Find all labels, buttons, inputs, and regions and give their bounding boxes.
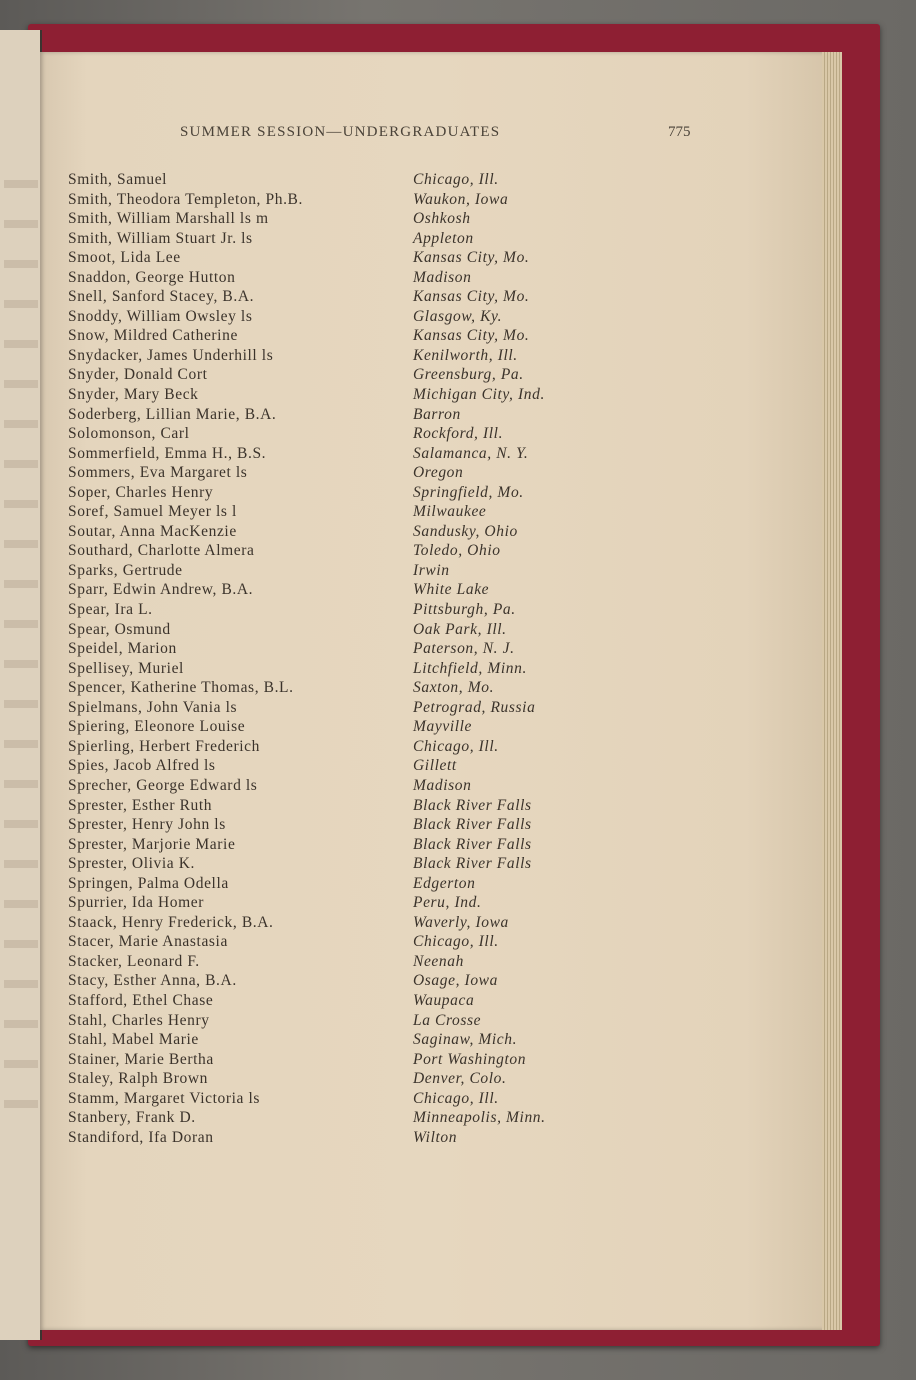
student-hometown: Wilton	[413, 1128, 458, 1146]
student-name: Snoddy, William Owsley ls	[68, 307, 253, 325]
student-name: Soutar, Anna MacKenzie	[68, 522, 237, 540]
student-hometown: Saginaw, Mich.	[413, 1031, 518, 1049]
student-name: Sprester, Marjorie Marie	[68, 835, 236, 853]
student-name: Stacker, Leonard F.	[68, 952, 200, 970]
student-name: Snaddon, George Hutton	[68, 268, 236, 286]
student-hometown: Oregon	[413, 464, 464, 482]
student-name: Stacer, Marie Anastasia	[68, 933, 228, 951]
student-hometown: White Lake	[413, 581, 490, 599]
student-name: Snyder, Donald Cort	[68, 366, 208, 384]
list-item	[68, 1089, 628, 1109]
student-name: Spies, Jacob Alfred ls	[68, 757, 216, 775]
student-name: Snydacker, James Underhill ls	[68, 346, 274, 364]
list-item	[68, 209, 628, 229]
list-item	[68, 365, 628, 385]
student-hometown: Barron	[413, 405, 461, 423]
student-hometown: Saxton, Mo.	[413, 679, 495, 697]
student-name: Sprecher, George Edward ls	[68, 776, 258, 794]
list-item	[68, 600, 628, 620]
list-item	[68, 385, 628, 405]
student-hometown: Edgerton	[413, 874, 476, 892]
list-item	[68, 874, 628, 894]
student-name: Spear, Osmund	[68, 620, 171, 638]
list-item	[68, 561, 628, 581]
previous-page-edge	[0, 30, 42, 1340]
student-name: Spencer, Katherine Thomas, B.L.	[68, 679, 294, 697]
student-name: Snow, Mildred Catherine	[68, 327, 238, 345]
student-name: Smith, Theodora Templeton, Ph.B.	[68, 190, 303, 208]
student-hometown: Rockford, Ill.	[413, 425, 504, 443]
student-hometown: Milwaukee	[413, 503, 487, 521]
list-item	[68, 717, 628, 737]
student-name: Stainer, Marie Bertha	[68, 1050, 214, 1068]
student-name: Springen, Palma Odella	[68, 874, 229, 892]
list-item	[68, 1128, 628, 1148]
student-hometown: Springfield, Mo.	[413, 483, 524, 501]
list-item	[68, 405, 628, 425]
list-item	[68, 541, 628, 561]
student-hometown: Kansas City, Mo.	[413, 288, 530, 306]
list-item	[68, 287, 628, 307]
student-name: Sprester, Esther Ruth	[68, 796, 213, 814]
list-item	[68, 1108, 628, 1128]
student-name: Sparr, Edwin Andrew, B.A.	[68, 581, 254, 599]
list-item	[68, 170, 628, 190]
list-item	[68, 444, 628, 464]
student-name: Spiering, Eleonore Louise	[68, 718, 246, 736]
student-name: Stanbery, Frank D.	[68, 1109, 196, 1127]
student-hometown: Osage, Iowa	[413, 972, 498, 990]
student-hometown: Port Washington	[413, 1050, 527, 1068]
list-item	[68, 659, 628, 679]
list-item	[68, 502, 628, 522]
student-name: Staack, Henry Frederick, B.A.	[68, 913, 274, 931]
list-item	[68, 737, 628, 757]
student-hometown: Greensburg, Pa.	[413, 366, 524, 384]
student-hometown: Kenilworth, Ill.	[413, 346, 518, 364]
student-name: Southard, Charlotte Almera	[68, 542, 255, 560]
list-item	[68, 1011, 628, 1031]
list-item	[68, 483, 628, 503]
student-name: Soper, Charles Henry	[68, 483, 214, 501]
list-item	[68, 835, 628, 855]
student-hometown: Minneapolis, Minn.	[413, 1109, 546, 1127]
list-item	[68, 307, 628, 327]
list-item	[68, 698, 628, 718]
list-item	[68, 522, 628, 542]
student-hometown: La Crosse	[413, 1011, 482, 1029]
student-name: Stacy, Esther Anna, B.A.	[68, 972, 237, 990]
student-hometown: Madison	[413, 268, 472, 286]
list-item	[68, 424, 628, 444]
student-name: Snyder, Mary Beck	[68, 386, 199, 404]
student-hometown: Waupaca	[413, 991, 475, 1009]
list-item	[68, 932, 628, 952]
list-item	[68, 815, 628, 835]
student-name: Sommers, Eva Margaret ls	[68, 464, 248, 482]
student-hometown: Toledo, Ohio	[413, 542, 501, 560]
student-hometown: Appleton	[413, 229, 474, 247]
list-item	[68, 913, 628, 933]
list-item	[68, 463, 628, 483]
list-item	[68, 229, 628, 249]
student-hometown: Chicago, Ill.	[413, 171, 499, 188]
student-hometown: Pittsburgh, Pa.	[413, 601, 516, 619]
page-number: 775	[668, 124, 691, 140]
student-name: Spierling, Herbert Frederich	[68, 737, 260, 755]
student-name: Sommerfield, Emma H., B.S.	[68, 444, 267, 462]
student-hometown: Kansas City, Mo.	[413, 327, 530, 345]
student-name: Spellisey, Muriel	[68, 659, 184, 677]
list-item	[68, 678, 628, 698]
student-list	[68, 170, 628, 1147]
student-hometown: Sandusky, Ohio	[413, 522, 518, 540]
student-hometown: Kansas City, Mo.	[413, 249, 530, 267]
student-hometown: Paterson, N. J.	[413, 640, 515, 658]
student-name: Standiford, Ifa Doran	[68, 1128, 214, 1146]
student-hometown: Glasgow, Ky.	[413, 307, 503, 325]
student-hometown: Peru, Ind.	[413, 894, 482, 912]
list-item	[68, 952, 628, 972]
student-hometown: Oshkosh	[413, 210, 471, 228]
list-item	[68, 893, 628, 913]
student-name: Smoot, Lida Lee	[68, 249, 181, 267]
page-edges	[822, 52, 842, 1330]
student-name: Smith, Samuel	[68, 171, 168, 188]
student-hometown: Irwin	[413, 561, 450, 579]
list-item	[68, 326, 628, 346]
list-item	[68, 776, 628, 796]
student-name: Spielmans, John Vania ls	[68, 698, 238, 716]
student-name: Staley, Ralph Brown	[68, 1070, 208, 1088]
student-hometown: Chicago, Ill.	[413, 1089, 499, 1107]
student-name: Sparks, Gertrude	[68, 561, 183, 579]
student-hometown: Petrograd, Russia	[413, 698, 536, 716]
student-name: Stahl, Charles Henry	[68, 1011, 210, 1029]
list-item	[68, 1069, 628, 1089]
running-head: SUMMER SESSION—UNDERGRADUATES	[180, 124, 501, 140]
student-hometown: Denver, Colo.	[413, 1070, 507, 1088]
list-item	[68, 190, 628, 210]
student-name: Stamm, Margaret Victoria ls	[68, 1089, 261, 1107]
list-item	[68, 991, 628, 1011]
list-item	[68, 620, 628, 640]
student-name: Stafford, Ethel Chase	[68, 991, 214, 1009]
student-name: Soref, Samuel Meyer ls l	[68, 503, 237, 521]
student-hometown: Black River Falls	[413, 855, 532, 873]
list-item	[68, 639, 628, 659]
list-item	[68, 268, 628, 288]
student-name: Spurrier, Ida Homer	[68, 894, 205, 912]
student-hometown: Black River Falls	[413, 835, 532, 853]
list-item	[68, 854, 628, 874]
list-item	[68, 796, 628, 816]
student-hometown: Salamanca, N. Y.	[413, 444, 529, 462]
list-item	[68, 1050, 628, 1070]
student-hometown: Michigan City, Ind.	[413, 386, 545, 404]
student-name: Stahl, Mabel Marie	[68, 1031, 199, 1049]
list-item	[68, 756, 628, 776]
list-item	[68, 346, 628, 366]
student-hometown: Chicago, Ill.	[413, 737, 499, 755]
student-name: Smith, William Stuart Jr. ls	[68, 229, 253, 247]
student-hometown: Black River Falls	[413, 796, 532, 814]
student-hometown: Litchfield, Minn.	[413, 659, 527, 677]
list-item	[68, 248, 628, 268]
student-hometown: Madison	[413, 776, 472, 794]
student-name: Smith, William Marshall ls m	[68, 210, 269, 228]
student-name: Spear, Ira L.	[68, 601, 153, 619]
list-item	[68, 1030, 628, 1050]
list-item	[68, 971, 628, 991]
student-name: Speidel, Marion	[68, 640, 177, 658]
list-item	[68, 580, 628, 600]
student-hometown: Mayville	[413, 718, 473, 736]
student-name: Sprester, Olivia K.	[68, 855, 196, 873]
student-name: Sprester, Henry John ls	[68, 816, 226, 834]
student-hometown: Waverly, Iowa	[413, 913, 509, 931]
student-name: Snell, Sanford Stacey, B.A.	[68, 288, 255, 306]
student-hometown: Gillett	[413, 757, 457, 775]
student-hometown: Waukon, Iowa	[413, 190, 509, 208]
student-name: Solomonson, Carl	[68, 425, 190, 443]
student-name: Soderberg, Lillian Marie, B.A.	[68, 405, 277, 423]
student-hometown: Chicago, Ill.	[413, 933, 499, 951]
student-hometown: Black River Falls	[413, 816, 532, 834]
student-hometown: Oak Park, Ill.	[413, 620, 507, 638]
student-hometown: Neenah	[413, 952, 464, 970]
